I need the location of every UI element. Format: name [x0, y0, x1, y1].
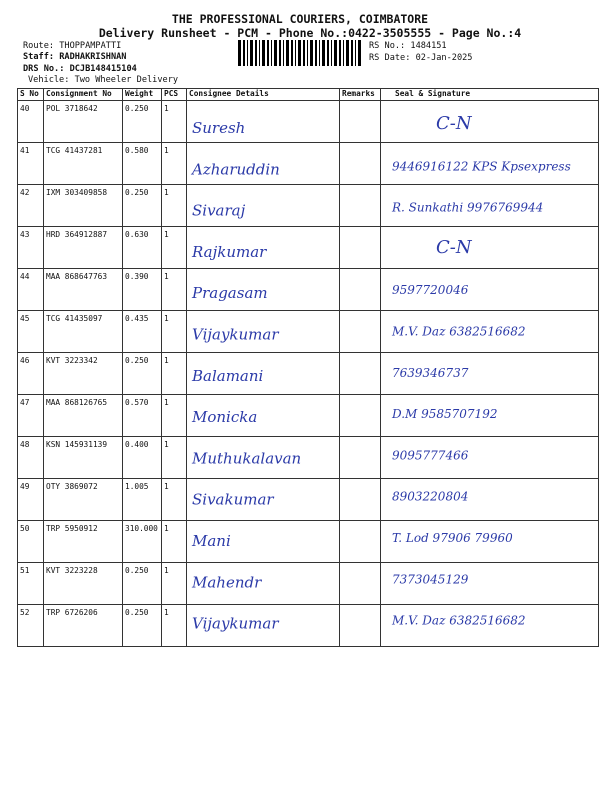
consignee-handwriting: Mahendr [192, 573, 262, 592]
cell-consignment-no: IXM 303409858 [44, 185, 123, 227]
cell-consignment-no: MAA 868647763 [44, 269, 123, 311]
cell-pcs: 1 [162, 479, 187, 521]
cell-consignee [187, 395, 340, 437]
consignee-handwriting: Azharuddin [192, 160, 280, 179]
table-row [18, 269, 599, 311]
cell-seal [381, 185, 599, 227]
seal-signature-handwriting: R. Sunkathi 9976769944 [392, 200, 544, 215]
col-pcs: PCS [162, 89, 187, 101]
cell-consignee [187, 101, 340, 143]
table-row [18, 311, 599, 353]
cell-remarks [340, 479, 381, 521]
cell-weight: 1.005 [123, 479, 162, 521]
cell-seal [381, 269, 599, 311]
cell-seal [381, 437, 599, 479]
cell-remarks [340, 269, 381, 311]
rs-date: RS Date: 02-Jan-2025 [369, 53, 473, 63]
seal-signature-handwriting: 9597720046 [392, 283, 469, 298]
cell-consignee [187, 521, 340, 563]
seal-signature-handwriting: C-N [436, 113, 472, 134]
cell-pcs: 1 [162, 563, 187, 605]
cell-sno: 40 [18, 101, 44, 143]
cell-consignee [187, 143, 340, 185]
cell-consignment-no: KSN 145931139 [44, 437, 123, 479]
table-row [18, 395, 599, 437]
seal-signature-handwriting: M.V. Daz 6382516682 [392, 324, 526, 339]
cell-pcs: 1 [162, 395, 187, 437]
consignee-handwriting: Balamani [192, 366, 264, 385]
cell-seal [381, 395, 599, 437]
cell-remarks [340, 521, 381, 563]
col-consignment: Consignment No [44, 89, 123, 101]
col-consignee: Consignee Details [187, 89, 340, 101]
table-row [18, 605, 599, 647]
route-label: Route: THOPPAMPATTI [23, 41, 122, 51]
col-sno: S No [18, 89, 44, 101]
cell-remarks [340, 605, 381, 647]
cell-consignee [187, 269, 340, 311]
cell-sno: 45 [18, 311, 44, 353]
cell-consignee [187, 311, 340, 353]
cell-sno: 41 [18, 143, 44, 185]
consignee-handwriting: Suresh [192, 119, 246, 137]
cell-consignment-no: TCG 41437281 [44, 143, 123, 185]
seal-signature-handwriting: D.M 9585707192 [392, 407, 498, 422]
seal-signature-handwriting: 9095777466 [392, 448, 469, 463]
seal-signature-handwriting: C-N [436, 236, 472, 258]
cell-pcs: 1 [162, 605, 187, 647]
cell-weight: 0.400 [123, 437, 162, 479]
cell-weight: 0.250 [123, 605, 162, 647]
table-row [18, 437, 599, 479]
cell-consignment-no: TRP 6726206 [44, 605, 123, 647]
cell-seal [381, 101, 599, 143]
cell-weight: 310.000 [123, 521, 162, 563]
cell-remarks [340, 185, 381, 227]
cell-weight: 0.570 [123, 395, 162, 437]
cell-consignment-no: HRD 364912887 [44, 227, 123, 269]
cell-consignee [187, 185, 340, 227]
consignee-handwriting: Muthukalavan [192, 449, 302, 468]
cell-consignee [187, 437, 340, 479]
cell-weight: 0.250 [123, 353, 162, 395]
cell-remarks [340, 143, 381, 185]
cell-consignment-no: KVT 3223228 [44, 563, 123, 605]
col-remarks: Remarks [340, 89, 381, 101]
cell-consignee [187, 605, 340, 647]
cell-weight: 0.250 [123, 185, 162, 227]
table-row [18, 521, 599, 563]
table-row [18, 185, 599, 227]
cell-pcs: 1 [162, 269, 187, 311]
vehicle-label: Vehicle: Two Wheeler Delivery [28, 75, 179, 85]
cell-consignment-no: TRP 5950912 [44, 521, 123, 563]
table-row [18, 227, 599, 269]
cell-pcs: 1 [162, 185, 187, 227]
consignee-handwriting: Rajkumar [192, 242, 267, 261]
cell-pcs: 1 [162, 227, 187, 269]
seal-signature-handwriting: T. Lod 97906 79960 [392, 531, 513, 545]
cell-weight: 0.435 [123, 311, 162, 353]
table-row [18, 101, 599, 143]
cell-consignee [187, 353, 340, 395]
cell-weight: 0.580 [123, 143, 162, 185]
runsheet-subtitle: Delivery Runsheet - PCM - Phone No.:0422-3505555 - Page No.:4 [98, 26, 522, 40]
company-title: THE PROFESSIONAL COURIERS, COIMBATORE [171, 12, 429, 26]
cell-seal [381, 227, 599, 269]
cell-remarks [340, 353, 381, 395]
cell-remarks [340, 563, 381, 605]
cell-seal [381, 521, 599, 563]
cell-consignee [187, 227, 340, 269]
seal-signature-handwriting: 8903220804 [392, 489, 469, 504]
cell-consignment-no: KVT 3223342 [44, 353, 123, 395]
cell-consignee [187, 563, 340, 605]
cell-consignment-no: TCG 41435097 [44, 311, 123, 353]
cell-weight: 0.250 [123, 101, 162, 143]
runsheet-table [17, 88, 599, 647]
cell-remarks [340, 311, 381, 353]
consignee-handwriting: Vijaykumar [192, 614, 279, 633]
col-seal: Seal & Signature [381, 89, 599, 101]
cell-sno: 47 [18, 395, 44, 437]
cell-pcs: 1 [162, 353, 187, 395]
cell-remarks [340, 227, 381, 269]
cell-sno: 49 [18, 479, 44, 521]
seal-signature-handwriting: 7373045129 [392, 572, 469, 587]
cell-sno: 42 [18, 185, 44, 227]
consignee-handwriting: Monicka [192, 408, 258, 427]
seal-signature-handwriting: M.V. Daz 6382516682 [392, 613, 526, 628]
drs-number: DRS No.: DCJB148415104 [23, 64, 137, 74]
cell-consignee [187, 479, 340, 521]
staff-label: Staff: RADHAKRISHNAN [23, 52, 127, 62]
table-header-row [18, 89, 599, 101]
cell-pcs: 1 [162, 437, 187, 479]
consignee-handwriting: Mani [192, 532, 231, 550]
table-row [18, 479, 599, 521]
cell-sno: 51 [18, 563, 44, 605]
cell-sno: 52 [18, 605, 44, 647]
consignee-handwriting: Vijaykumar [192, 325, 279, 344]
cell-pcs: 1 [162, 101, 187, 143]
cell-sno: 50 [18, 521, 44, 563]
cell-weight: 0.250 [123, 563, 162, 605]
rs-number: RS No.: 1484151 [369, 41, 447, 51]
table-row [18, 143, 599, 185]
seal-signature-handwriting: 7639346737 [392, 365, 469, 380]
cell-seal [381, 605, 599, 647]
consignee-handwriting: Pragasam [192, 284, 268, 303]
cell-sno: 44 [18, 269, 44, 311]
barcode-image [238, 40, 363, 66]
consignee-handwriting: Sivakumar [192, 490, 274, 509]
cell-consignment-no: MAA 868126765 [44, 395, 123, 437]
cell-weight: 0.390 [123, 269, 162, 311]
cell-sno: 43 [18, 227, 44, 269]
cell-pcs: 1 [162, 311, 187, 353]
table-row [18, 353, 599, 395]
cell-sno: 48 [18, 437, 44, 479]
cell-remarks [340, 101, 381, 143]
col-weight: Weight [123, 89, 162, 101]
cell-consignment-no: POL 3718642 [44, 101, 123, 143]
cell-seal [381, 143, 599, 185]
seal-signature-handwriting: 9446916122 KPS Kpsexpress [392, 159, 571, 174]
table-row [18, 563, 599, 605]
cell-remarks [340, 437, 381, 479]
cell-seal [381, 353, 599, 395]
cell-pcs: 1 [162, 521, 187, 563]
cell-seal [381, 563, 599, 605]
cell-remarks [340, 395, 381, 437]
cell-seal [381, 479, 599, 521]
cell-sno: 46 [18, 353, 44, 395]
cell-weight: 0.630 [123, 227, 162, 269]
cell-seal [381, 311, 599, 353]
cell-consignment-no: OTY 3869072 [44, 479, 123, 521]
cell-pcs: 1 [162, 143, 187, 185]
consignee-handwriting: Sivaraj [192, 201, 246, 220]
